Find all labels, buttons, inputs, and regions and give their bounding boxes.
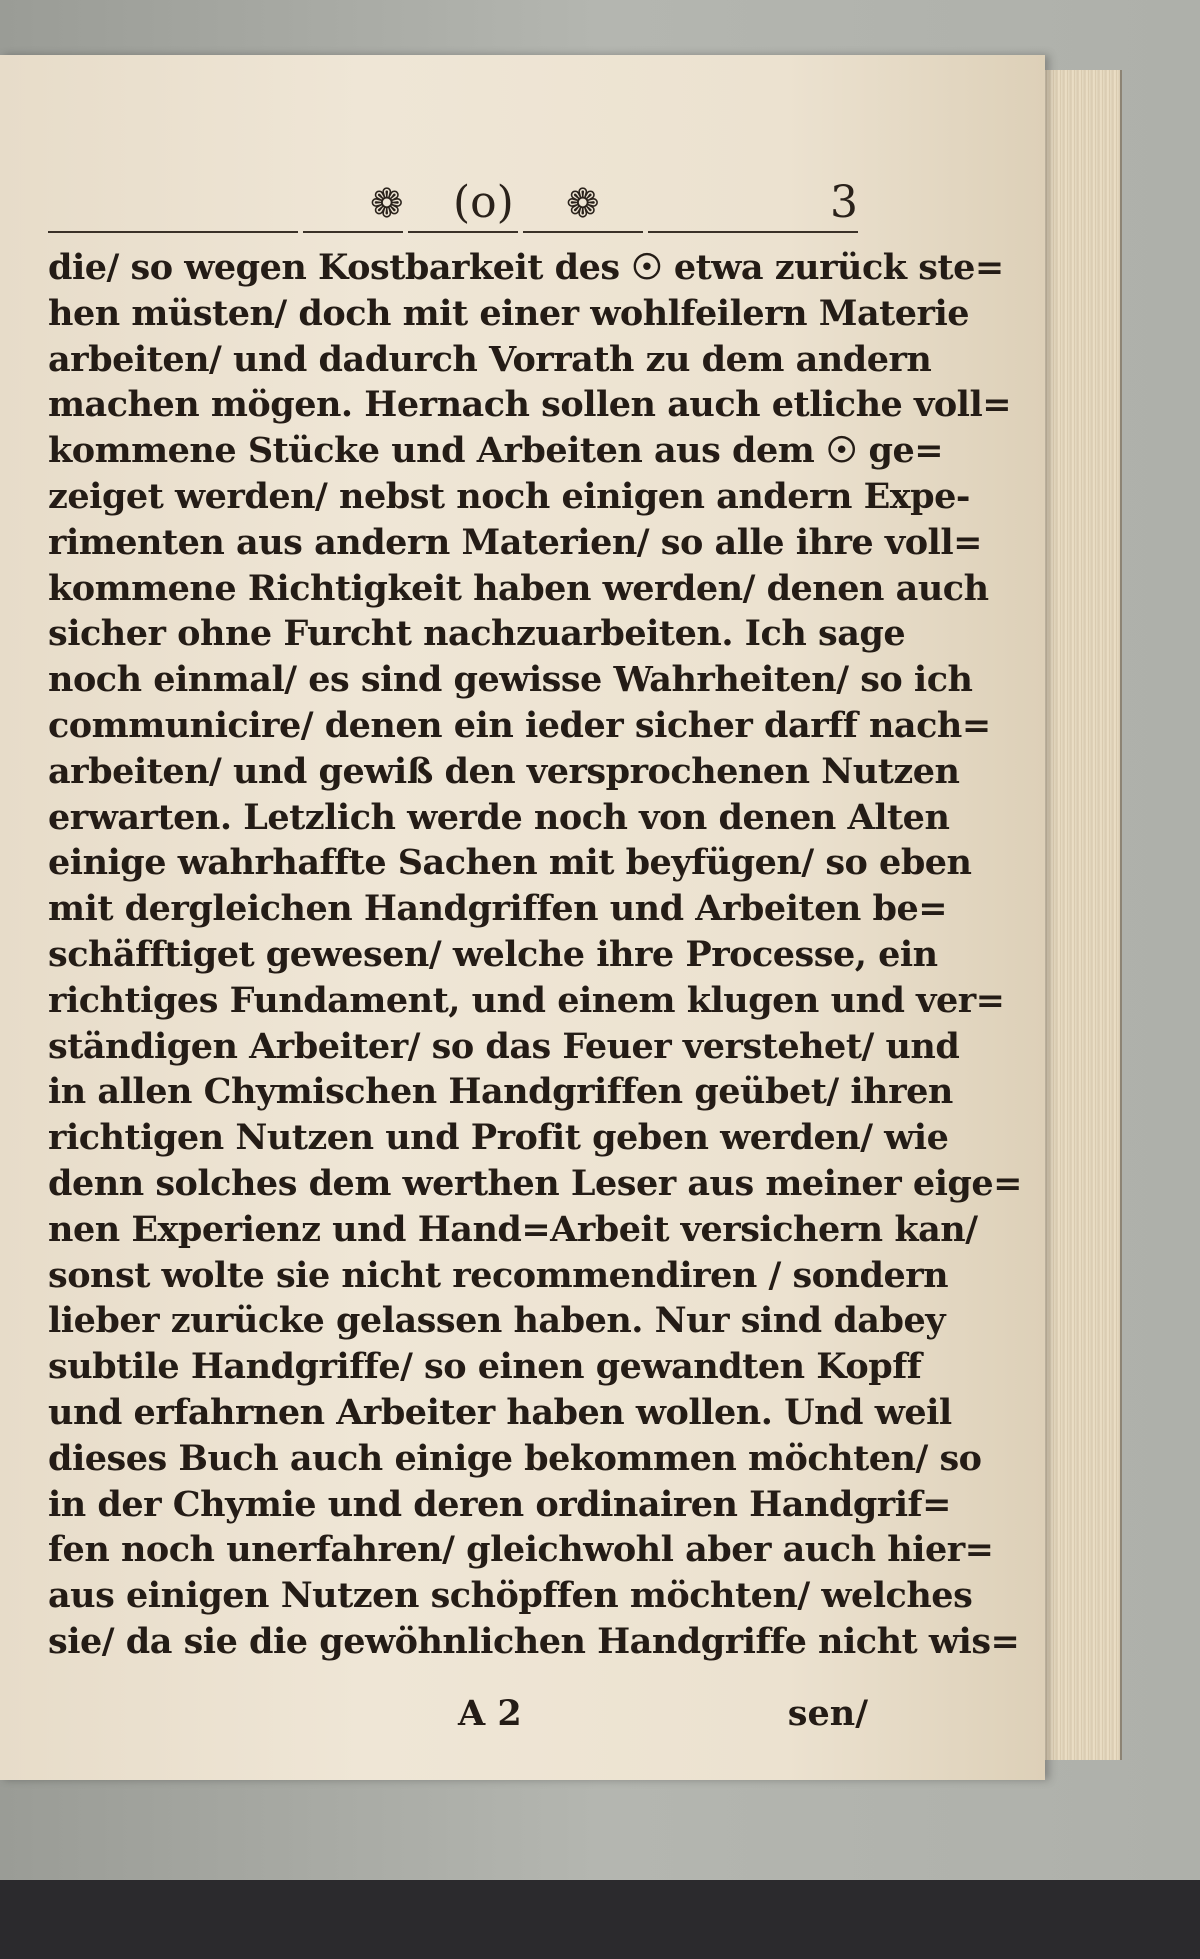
text-line: in allen Chymischen Handgriffen geübet/ ihren	[48, 1071, 953, 1113]
header-rule	[648, 231, 858, 233]
text-line: in der Chymie und deren ordinairen Handgrif=	[48, 1483, 951, 1525]
text-line: ständigen Arbeiter/ so das Feuer verstehet/ und	[48, 1025, 960, 1067]
header-rule	[48, 231, 298, 233]
body-text	[48, 245, 1022, 1665]
text-line: rimenten aus andern Materien/ so alle ihre voll=	[48, 521, 982, 563]
text-line: und erfahrnen Arbeiter haben wollen. Und weil	[48, 1391, 952, 1433]
text-line: mit dergleichen Handgriffen und Arbeiten be=	[48, 888, 948, 930]
page-mark: (o)	[453, 177, 514, 228]
page-header	[48, 175, 858, 235]
text-line: aus einigen Nutzen schöpffen möchten/ welches	[48, 1575, 973, 1617]
text-line: dieses Buch auch einige bekommen möchten/ so	[48, 1437, 982, 1479]
text-line: erwarten. Letzlich werde noch von denen Alten	[48, 796, 950, 838]
text-line: hen müsten/ doch mit einer wohlfeilern Materie	[48, 292, 970, 334]
text-line: fen noch unerfahren/ gleichwohl aber auch hier=	[48, 1529, 994, 1571]
header-rule	[303, 231, 403, 233]
background-edge	[0, 1880, 1200, 1959]
header-rule	[408, 231, 518, 233]
text-line: arbeiten/ und dadurch Vorrath zu dem andern	[48, 338, 932, 380]
page-number: 3	[830, 177, 858, 228]
text-line: zeiget werden/ nebst noch einigen andern Expe-	[48, 475, 970, 517]
text-line: subtile Handgriffe/ so einen gewandten Kopff	[48, 1346, 922, 1388]
text-line: machen mögen. Hernach sollen auch etliche voll=	[48, 384, 1012, 426]
ornament-left-icon: ❁	[370, 181, 404, 227]
page-footer	[48, 1693, 868, 1739]
catchword: sen/	[787, 1693, 868, 1734]
text-line: einige wahrhaffte Sachen mit beyfügen/ so eben	[48, 842, 972, 884]
text-line: richtigen Nutzen und Profit geben werden/ wie	[48, 1117, 949, 1159]
text-line: kommene Stücke und Arbeiten aus dem ☉ ge=	[48, 430, 944, 472]
ornament-right-icon: ❁	[566, 181, 600, 227]
text-line: lieber zurücke gelassen haben. Nur sind dabey	[48, 1300, 946, 1342]
text-line: sonst wolte sie nicht recommendiren / sondern	[48, 1254, 949, 1296]
text-line: sie/ da sie die gewöhnlichen Handgriffe nicht wis=	[48, 1620, 1020, 1662]
text-line: arbeiten/ und gewiß den versprochenen Nutzen	[48, 750, 960, 792]
text-line: nen Experienz und Hand=Arbeit versichern kan/	[48, 1208, 978, 1250]
text-line: sicher ohne Furcht nachzuarbeiten. Ich sage	[48, 613, 906, 655]
text-line: communicire/ denen ein ieder sicher darff nach=	[48, 704, 991, 746]
text-line: noch einmal/ es sind gewisse Wahrheiten/ so ich	[48, 659, 973, 701]
header-rule	[523, 231, 643, 233]
text-line: denn solches dem werthen Leser aus meiner eige=	[48, 1162, 1022, 1204]
page-edges	[1040, 70, 1122, 1760]
text-line: kommene Richtigkeit haben werden/ denen auch	[48, 567, 989, 609]
text-line: richtiges Fundament, und einem klugen und ver=	[48, 979, 1005, 1021]
signature-mark: A 2	[458, 1693, 522, 1734]
text-line: schäfftiget gewesen/ welche ihre Processe, ein	[48, 933, 938, 975]
text-line: die/ so wegen Kostbarkeit des ☉ etwa zurück ste=	[48, 247, 1004, 288]
